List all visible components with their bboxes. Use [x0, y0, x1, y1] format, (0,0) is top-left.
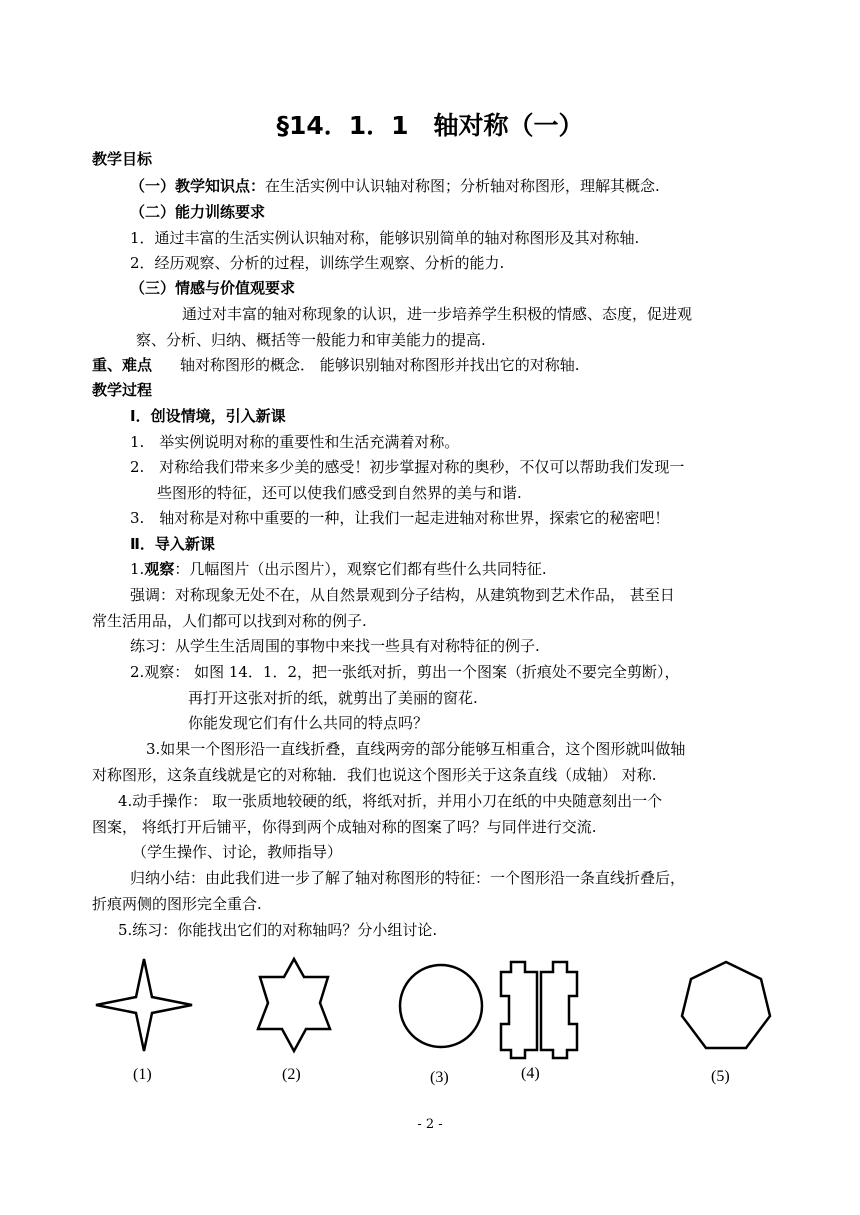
six-point-star-icon — [242, 955, 346, 1055]
knowledge-text: 在生活实例中认识轴对称图；分析轴对称图形，理解其概念. — [265, 177, 660, 195]
figure-label-5: (5) — [711, 1068, 730, 1085]
heptagon-icon — [676, 958, 776, 1058]
circle-icon — [397, 962, 485, 1050]
section-1-item-2b: 些图形的特征，还可以使我们感受到自然界的美与和谐. — [157, 484, 522, 502]
double-cross-icon — [497, 960, 581, 1060]
practice-1: 练习：从学生生活周围的事物中来找一些具有对称特征的例子. — [130, 637, 540, 655]
observe-1-num: 1. — [130, 560, 145, 578]
emphasis-line-1: 强调：对称现象无处不在，从自然景观到分子结构，从建筑物到艺术作品， 甚至日 — [130, 586, 675, 604]
figure-label-3: (3) — [430, 1069, 449, 1086]
knowledge-label: （一）教学知识点： — [130, 177, 266, 195]
observe-2-line-1: 2.观察： 如图 14．1．2，把一张纸对折，剪出一个图案（折痕处不要完全剪断）， — [130, 663, 680, 681]
observe-1 — [130, 559, 547, 579]
section-1-item-3: 3. 轴对称是对称中重要的一种，让我们一起走进轴对称世界，探索它的秘密吧！ — [130, 509, 670, 527]
summary-line-2: 折痕两侧的图形完全重合. — [92, 895, 262, 913]
hands-on-line-1: 4.动手操作： 取一张质地较硬的纸，将纸对折，并用小刀在纸的中央随意刻出一个 — [118, 792, 663, 810]
ability-item-2: 2．经历观察、分析的过程，训练学生观察、分析的能力. — [130, 254, 505, 272]
objectives-heading: 教学目标 — [92, 150, 153, 168]
figure-label-1: (1) — [133, 1066, 152, 1083]
observe-2-line-3: 你能发现它们有什么共同的特点吗？ — [188, 714, 429, 732]
page-number: - 2 - — [417, 1117, 443, 1132]
observe-1-label: 观察 — [144, 560, 175, 578]
hands-on-line-3: （学生操作、讨论，教师指导） — [132, 843, 343, 861]
four-point-star-icon — [92, 955, 196, 1055]
emotion-line-1: 通过对丰富的轴对称现象的认识，进一步培养学生积极的情感、态度，促进观 — [182, 305, 693, 323]
section-1-item-1: 1. 举实例说明对称的重要性和生活充满着对称。 — [130, 433, 460, 451]
emotion-line-2: 察、分析、归纳、概括等一般能力和审美能力的提高. — [136, 331, 486, 349]
section-2-heading: Ⅱ．导入新课 — [130, 535, 215, 553]
emphasis-line-2: 常生活用品，人们都可以找到对称的例子. — [92, 612, 367, 630]
figure-label-4: (4) — [521, 1065, 540, 1082]
ability-item-1: 1．通过丰富的生活实例认识轴对称，能够识别简单的轴对称图形及其对称轴. — [130, 229, 640, 247]
page-title: §14．1．1 轴对称（一） — [276, 111, 584, 140]
exercise: 5.练习：你能找出它们的对称轴吗？分小组讨论. — [118, 921, 438, 939]
key-text: 轴对称图形的概念． 能够识别轴对称图形并找出它的对称轴. — [180, 356, 580, 374]
hands-on-line-2: 图案， 将纸打开后铺平，你得到两个成轴对称的图案了吗？与同伴进行交流. — [92, 818, 597, 836]
key-points — [92, 355, 580, 375]
process-heading: 教学过程 — [92, 381, 153, 399]
definition-line-1: 3.如果一个图形沿一直线折叠，直线两旁的部分能够互相重合，这个图形就叫做轴 — [146, 740, 686, 758]
key-label: 重、难点 — [92, 356, 153, 374]
knowledge-point — [130, 176, 660, 196]
section-1-heading: Ⅰ．创设情境，引入新课 — [130, 407, 286, 425]
observe-1-text: ：几幅图片（出示图片），观察它们都有些什么共同特征. — [174, 560, 547, 578]
summary-line-1: 归纳小结：由此我们进一步了解了轴对称图形的特征：一个图形沿一条直线折叠后， — [130, 869, 686, 887]
figure-label-2: (2) — [282, 1066, 301, 1083]
definition-line-2: 对称图形，这条直线就是它的对称轴．我们也说这个图形关于这条直线（成轴） 对称. — [92, 766, 657, 784]
section-1-item-2a: 2. 对称给我们带来多少美的感受！初步掌握对称的奥秒，不仅可以帮助我们发现一 — [130, 458, 685, 476]
emotion-heading: （三）情感与价值观要求 — [130, 279, 296, 297]
ability-heading: （二）能力训练要求 — [130, 203, 266, 221]
observe-2-line-2: 再打开这张对折的纸，就剪出了美丽的窗花. — [188, 689, 478, 707]
